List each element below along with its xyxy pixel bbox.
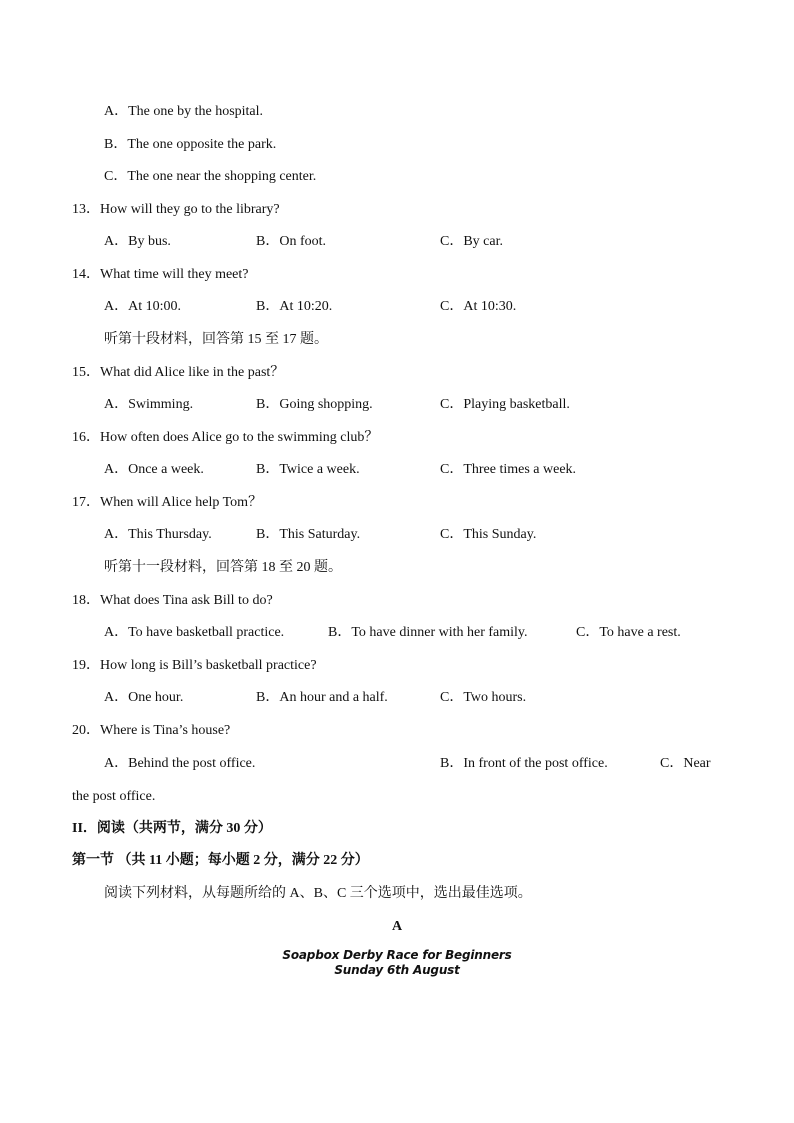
question-16-option-c: C．Three times a week. (440, 462, 577, 477)
question-14-option-c: C．At 10:30. (440, 299, 517, 314)
question-16-option-b: B．Twice a week. (256, 462, 360, 477)
poster-date: Sunday 6th August (334, 963, 460, 977)
question-17-option-c: C．This Sunday. (440, 527, 537, 542)
passage-label: A (391, 919, 403, 934)
question-16-stem: 16．How often does Alice go to the swimming club？ (72, 430, 379, 445)
question-20-option-b: B．In front of the post office. (440, 756, 608, 771)
question-20-option-c-continued: the post office. (72, 789, 156, 804)
question-18-stem: 18．What does Tina ask Bill to do? (72, 593, 273, 608)
section-1-heading: 第一节 （共 11 小题；每小题 2 分，满分 22 分） (72, 853, 369, 868)
question-13-stem: 13．How will they go to the library? (72, 202, 280, 217)
question-15-stem: 15．What did Alice like in the past？ (72, 365, 285, 380)
question-14-option-b: B．At 10:20. (256, 299, 333, 314)
question-18-option-c: C．To have a rest. (576, 625, 681, 640)
section-11-instruction: 听第十一段材料，回答第 18 至 20 题。 (104, 560, 342, 575)
question-15-option-c: C．Playing basketball. (440, 397, 570, 412)
question-13-option-b: B．On foot. (256, 234, 326, 249)
q12-option-b: B．The one opposite the park. (104, 137, 277, 152)
question-15-option-b: B．Going shopping. (256, 397, 373, 412)
question-16-option-a: A．Once a week. (104, 462, 204, 477)
question-19-option-a: A．One hour. (104, 690, 184, 705)
reading-direction: 阅读下列材料，从每题所给的 A、B、C 三个选项中，选出最佳选项。 (104, 886, 532, 901)
question-19-stem: 19．How long is Bill’s basketball practice? (72, 658, 317, 673)
question-20-option-c: C．Near (660, 756, 711, 771)
question-17-stem: 17．When will Alice help Tom？ (72, 495, 263, 510)
q12-option-a: A．The one by the hospital. (104, 104, 264, 119)
question-14-option-a: A．At 10:00. (104, 299, 181, 314)
question-13-option-c: C．By car. (440, 234, 503, 249)
question-18-option-b: B．To have dinner with her family. (328, 625, 528, 640)
question-15-option-a: A．Swimming. (104, 397, 194, 412)
section-10-instruction: 听第十段材料，回答第 15 至 17 题。 (104, 332, 328, 347)
question-17-option-b: B．This Saturday. (256, 527, 361, 542)
question-13-option-a: A．By bus. (104, 234, 171, 249)
question-20-option-a: A．Behind the post office. (104, 756, 256, 771)
question-18-option-a: A．To have basketball practice. (104, 625, 285, 640)
question-20-stem: 20．Where is Tina’s house? (72, 723, 231, 738)
question-19-option-c: C．Two hours. (440, 690, 527, 705)
question-14-stem: 14．What time will they meet? (72, 267, 249, 282)
question-17-option-a: A．This Thursday. (104, 527, 212, 542)
q12-option-c: C．The one near the shopping center. (104, 169, 317, 184)
question-19-option-b: B．An hour and a half. (256, 690, 388, 705)
poster-title: Soapbox Derby Race for Beginners (282, 948, 512, 962)
part-2-heading: II．阅读（共两节，满分 30 分） (72, 821, 272, 836)
